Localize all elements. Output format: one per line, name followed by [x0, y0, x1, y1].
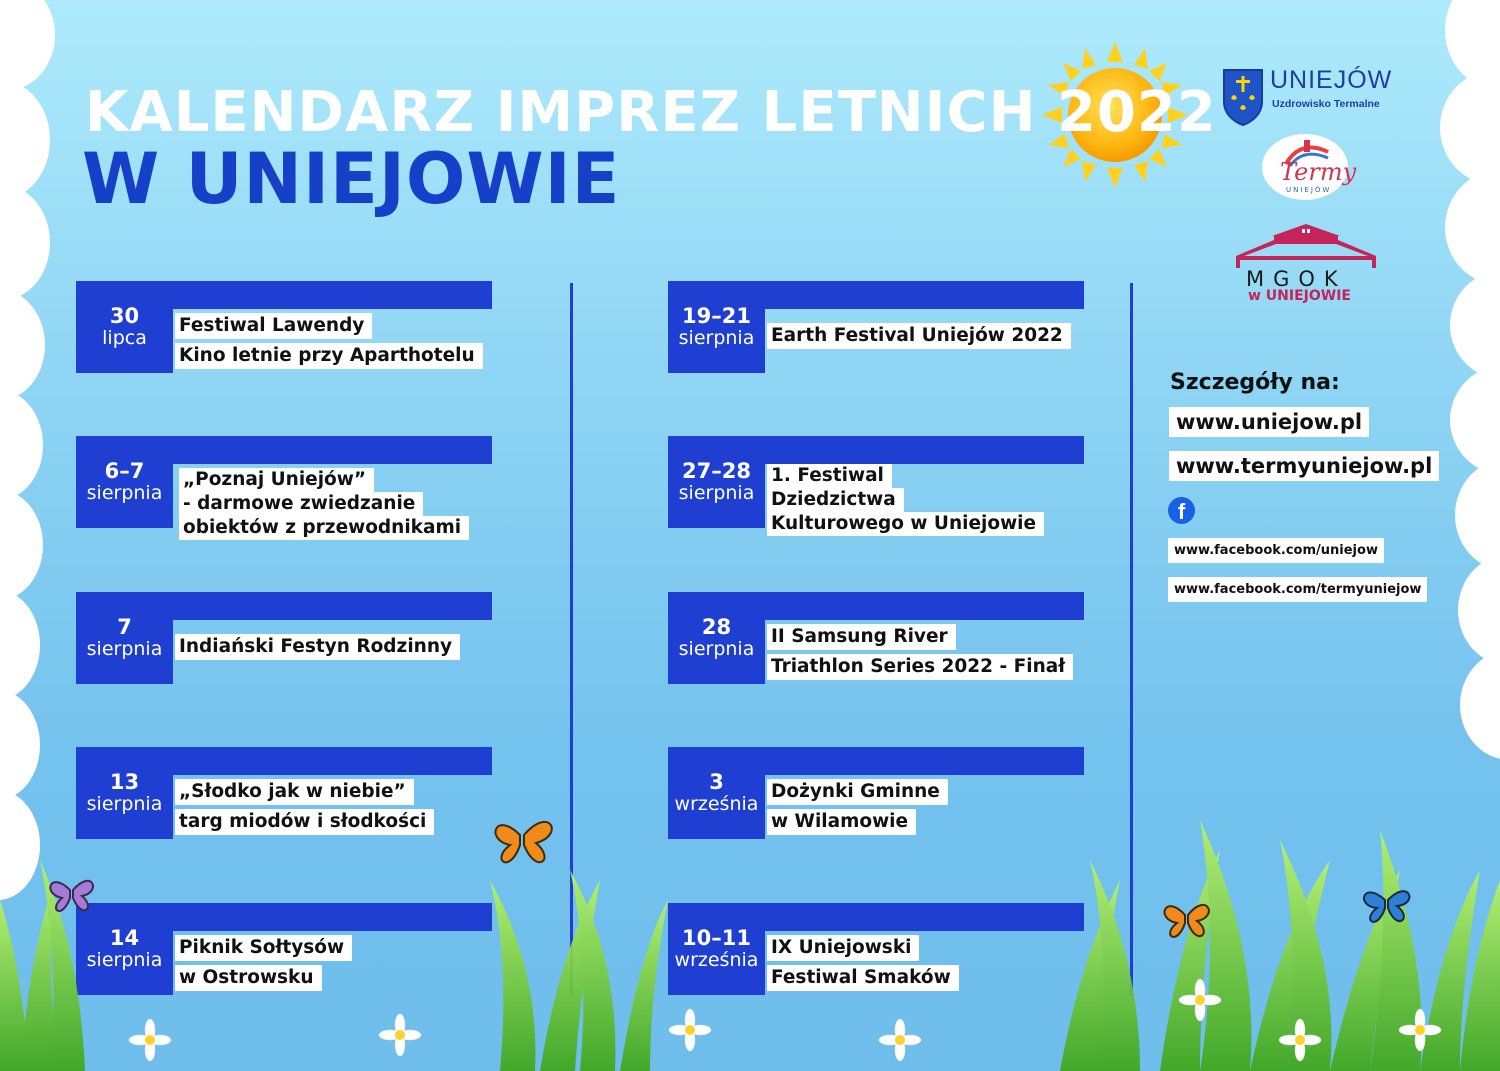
event-day: 19–21	[682, 304, 751, 328]
event-line: Kulturowego w Uniejowie	[767, 512, 1044, 536]
event-month: września	[674, 949, 759, 971]
event-day: 7	[117, 615, 132, 639]
termy-logo-sub: UNIEJÓW	[1286, 186, 1332, 194]
event-line: targ miodów i słodkości	[175, 809, 434, 835]
event-line: w Wilamowie	[767, 809, 916, 835]
mgok-logo-word: MGOK	[1246, 267, 1347, 291]
event-block	[668, 592, 1084, 684]
event-date	[668, 281, 765, 373]
facebook-link-termy[interactable]: www.facebook.com/termyuniejow	[1168, 577, 1427, 602]
event-line: Kino letnie przy Aparthotelu	[175, 343, 483, 369]
event-lines	[175, 779, 434, 839]
event-block	[76, 747, 492, 839]
event-day: 27–28	[682, 459, 751, 483]
event-lines	[767, 323, 1071, 353]
event-date	[76, 281, 173, 373]
event-block	[76, 281, 492, 373]
event-line: Earth Festival Uniejów 2022	[767, 323, 1071, 349]
event-month: sierpnia	[678, 327, 755, 349]
event-date	[668, 747, 765, 839]
event-day: 13	[109, 770, 140, 794]
event-month: sierpnia	[86, 638, 163, 660]
facebook-link-uniejow[interactable]: www.facebook.com/uniejow	[1168, 538, 1384, 563]
butterfly-icon	[1364, 891, 1409, 922]
event-block	[668, 281, 1084, 373]
event-line: „Poznaj Uniejów”	[179, 468, 374, 492]
event-line: obiektów z przewodnikami	[179, 516, 469, 540]
event-lines	[767, 624, 1073, 684]
event-line: - darmowe zwiedzanie	[179, 492, 423, 516]
event-date	[76, 747, 173, 839]
event-day: 28	[701, 615, 732, 639]
butterfly-icon	[1165, 905, 1209, 937]
event-line: „Słodko jak w niebie”	[175, 779, 414, 805]
event-block	[76, 436, 492, 538]
event-line: Dziedzictwa	[767, 488, 904, 512]
event-line: Festiwal Lawendy	[175, 313, 372, 339]
event-lines	[767, 935, 959, 995]
event-month: sierpnia	[86, 793, 163, 815]
event-line: Dożynki Gminne	[767, 779, 948, 805]
column-divider	[570, 283, 573, 995]
event-date	[76, 436, 173, 528]
event-day: 10–11	[682, 926, 751, 950]
page-title: KALENDARZ IMPREZ LETNICH 2022	[85, 80, 1217, 145]
event-line: Festiwal Smaków	[767, 965, 959, 991]
coat-of-arms-icon	[1222, 68, 1264, 126]
event-lines	[767, 779, 948, 839]
event-block	[668, 747, 1084, 839]
mgok-logo-sub: w UNIEJOWIE	[1248, 288, 1351, 304]
event-date	[76, 592, 173, 684]
event-month: lipca	[102, 327, 147, 349]
event-day: 14	[109, 926, 140, 950]
event-day: 3	[709, 770, 724, 794]
uniejow-logo-name: UNIEJÓW	[1270, 66, 1393, 94]
event-month: sierpnia	[86, 482, 163, 504]
event-line: IX Uniejowski	[767, 935, 919, 961]
website-link-termy[interactable]: www.termyuniejow.pl	[1169, 451, 1439, 481]
event-line: Piknik Sołtysów	[175, 935, 352, 961]
termy-logo-word: Termy	[1280, 158, 1357, 186]
event-month: września	[674, 793, 759, 815]
event-date	[668, 436, 765, 528]
event-line: 1. Festiwal	[767, 464, 892, 488]
facebook-icon: f	[1168, 497, 1195, 524]
event-day: 30	[109, 304, 140, 328]
event-block	[668, 903, 1084, 995]
event-month: sierpnia	[678, 638, 755, 660]
event-lines	[175, 313, 483, 373]
butterfly-icon	[496, 822, 552, 862]
event-block	[76, 592, 492, 684]
event-line: II Samsung River	[767, 624, 956, 650]
event-day: 6–7	[104, 459, 145, 483]
event-block	[668, 436, 1084, 534]
details-heading: Szczegóły na:	[1170, 370, 1340, 395]
event-month: sierpnia	[678, 482, 755, 504]
website-link-uniejow[interactable]: www.uniejow.pl	[1169, 407, 1369, 437]
page-subtitle: W UNIEJOWIE	[82, 138, 621, 220]
event-lines	[179, 468, 469, 540]
event-block	[76, 903, 492, 995]
event-lines	[767, 464, 1044, 536]
event-line: Indiański Festyn Rodzinny	[175, 634, 460, 660]
column-divider	[1130, 283, 1133, 995]
event-line: Triathlon Series 2022 - Finał	[767, 654, 1073, 680]
event-date	[76, 903, 173, 995]
building-icon	[1232, 222, 1380, 270]
event-lines	[175, 634, 460, 664]
uniejow-logo-subtitle: Uzdrowisko Termalne	[1272, 98, 1380, 110]
termy-logo	[1262, 134, 1357, 200]
event-lines	[175, 935, 352, 995]
event-month: sierpnia	[86, 949, 163, 971]
event-date	[668, 903, 765, 995]
event-date	[668, 592, 765, 684]
event-line: w Ostrowsku	[175, 965, 322, 991]
